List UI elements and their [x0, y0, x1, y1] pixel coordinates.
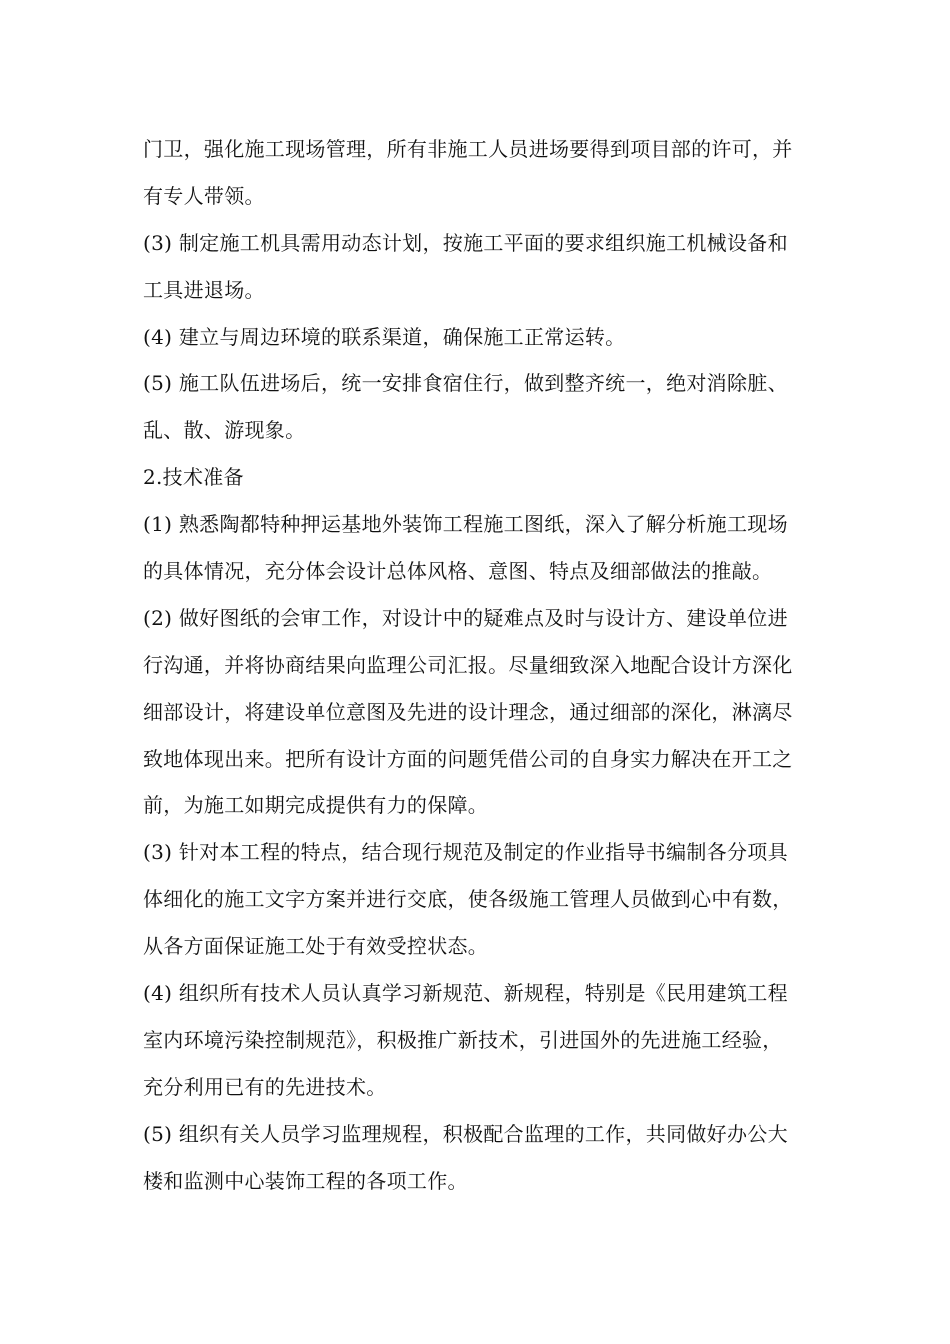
text-line: 前，为施工如期完成提供有力的保障。 — [143, 793, 489, 818]
text-line: (2) 做好图纸的会审工作，对设计中的疑难点及时与设计方、建设单位进 — [143, 605, 788, 630]
text-line: (1) 熟悉陶都特种押运基地外装饰工程施工图纸，深入了解分析施工现场 — [143, 512, 788, 537]
text-line: (4) 组织所有技术人员认真学习新规范、新规程，特别是《民用建筑工程 — [143, 981, 788, 1006]
text-line: (3) 制定施工机具需用动态计划，按施工平面的要求组织施工机械设备和 — [143, 230, 788, 255]
text-line: (5) 施工队伍进场后，统一安排食宿住行，做到整齐统一，绝对消除脏、 — [143, 371, 788, 396]
section-heading: 2.技术准备 — [143, 465, 244, 490]
text-line: 体细化的施工文字方案并进行交底，使各级施工管理人员做到心中有数， — [143, 887, 793, 912]
text-line: (4) 建立与周边环境的联系渠道，确保施工正常运转。 — [143, 324, 626, 349]
text-line: 门卫，强化施工现场管理，所有非施工人员进场要得到项目部的许可，并 — [143, 137, 793, 161]
text-line: 充分利用已有的先进技术。 — [143, 1074, 387, 1099]
text-line: 乱、散、游现象。 — [143, 418, 306, 443]
text-line: 细部设计，将建设单位意图及先进的设计理念，通过细部的深化，淋漓尽 — [143, 699, 793, 724]
text-line: 有专人带领。 — [143, 183, 265, 208]
text-line: 室内环境污染控制规范》，积极推广新技术，引进国外的先进施工经验， — [143, 1027, 783, 1052]
text-line: 从各方面保证施工处于有效受控状态。 — [143, 934, 489, 959]
text-line: 行沟通，并将协商结果向监理公司汇报。尽量细致深入地配合设计方深化 — [143, 652, 793, 677]
text-line: 楼和监测中心装饰工程的各项工作。 — [143, 1168, 468, 1193]
text-line: 工具进退场。 — [143, 277, 265, 302]
text-line: 的具体情况，充分体会设计总体风格、意图、特点及细部做法的推敲。 — [143, 559, 773, 584]
text-line: 致地体现出来。把所有设计方面的问题凭借公司的自身实力解决在开工之 — [143, 746, 793, 771]
text-line: (3) 针对本工程的特点，结合现行规范及制定的作业指导书编制各分项具 — [143, 840, 788, 865]
text-line: (5) 组织有关人员学习监理规程，积极配合监理的工作，共同做好办公大 — [143, 1121, 788, 1146]
